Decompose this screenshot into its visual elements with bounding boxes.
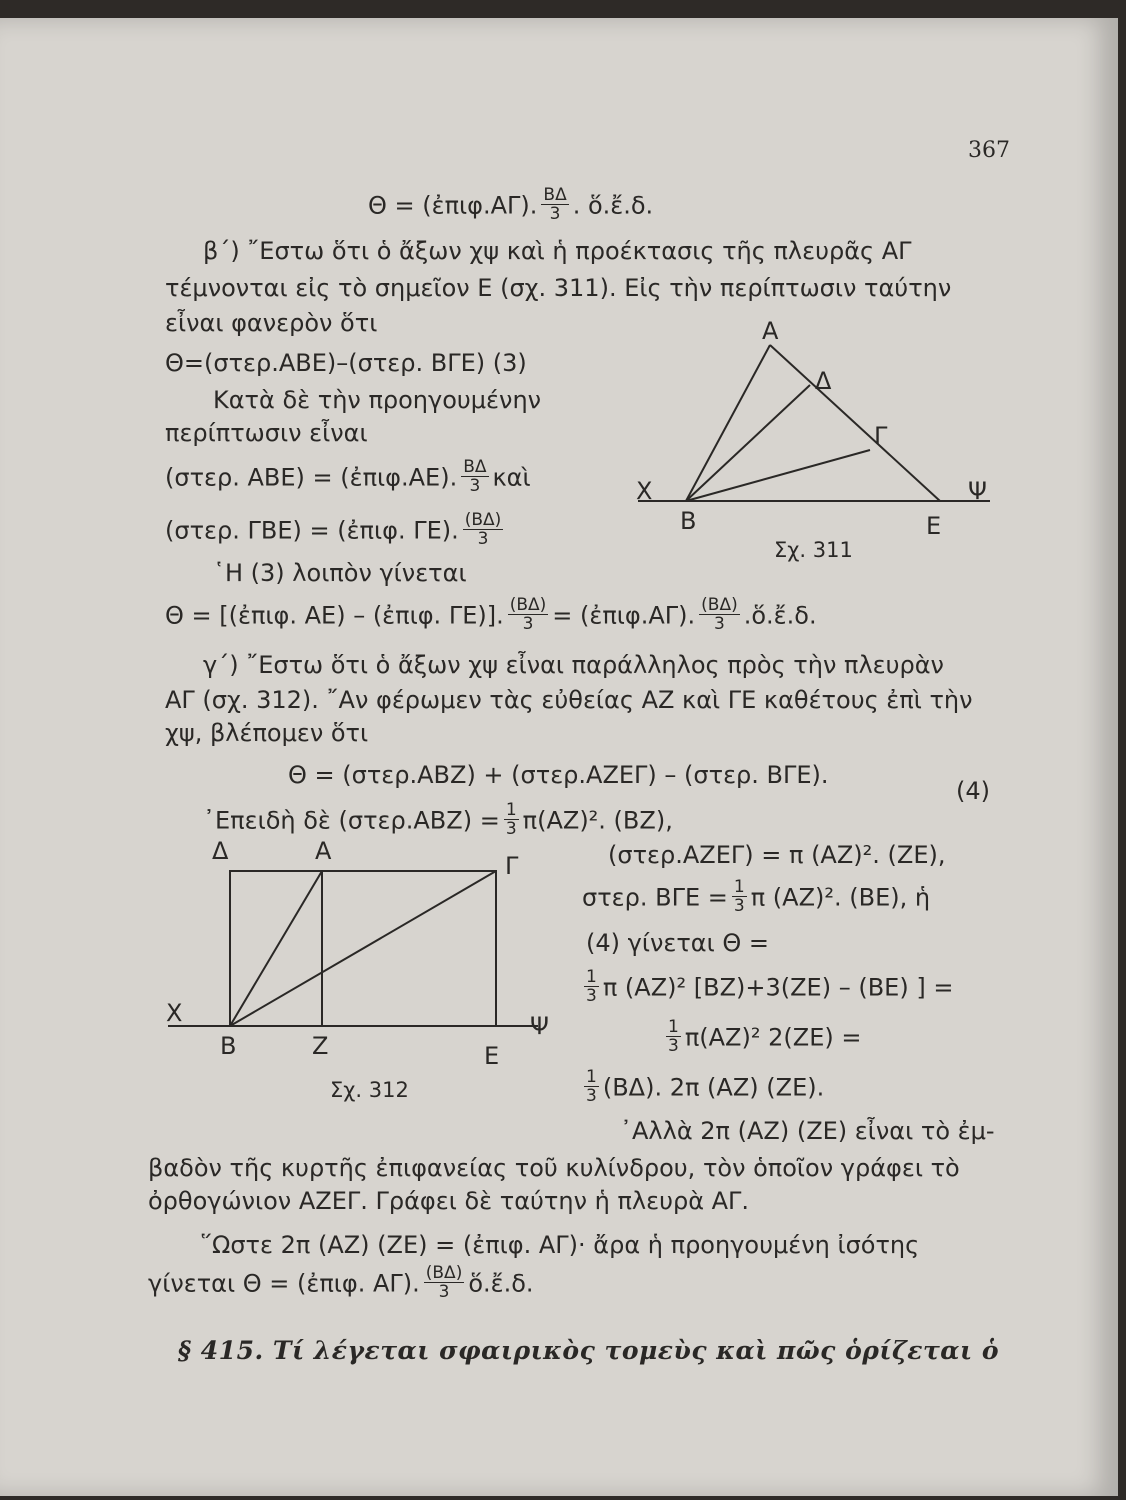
- denominator: 3: [668, 1036, 679, 1056]
- numerator: 1: [733, 877, 745, 897]
- text: π (ΑΖ)² [ΒΖ)+3(ΖΕ) – (ΒΕ) ] =: [602, 973, 954, 1002]
- text: (στερ. ΑΒΕ) = (ἐπιφ.ΑΕ).: [165, 463, 458, 492]
- numerator: ΒΔ: [463, 457, 487, 477]
- paragraph-beta-line-1: β΄) ῎Εστω ὅτι ὁ ἄξων χψ καὶ ἡ προέκτασις τῆς πλευρᾶς ΑΓ: [203, 237, 912, 265]
- denominator: 3: [549, 204, 561, 224]
- fig312-label-d: Δ: [212, 837, 229, 865]
- fig312-label-b: Β: [220, 1032, 237, 1060]
- fraction: [584, 968, 599, 1005]
- numerator: 1: [586, 967, 597, 987]
- fig311-label-e: Ε: [926, 512, 942, 540]
- text: καὶ: [492, 463, 531, 492]
- text-line: ῾Η (3) λοιπὸν γίνεται: [213, 559, 467, 587]
- denominator: 3: [522, 614, 534, 634]
- line-ba: [230, 871, 322, 1026]
- equation-line: [582, 877, 931, 917]
- equation-line: [148, 1263, 534, 1303]
- text-line: βαδὸν τῆς κυρτῆς ἐπιφανείας τοῦ κυλίνδρου, τὸν ὁποῖον γράφει τὸ: [148, 1154, 960, 1182]
- denominator: 3: [586, 986, 597, 1006]
- equation-line: (4) γίνεται Θ =: [586, 929, 769, 957]
- numerator: ΒΔ: [543, 185, 567, 205]
- fraction: [584, 1068, 599, 1105]
- text-line: περίπτωσιν εἶναι: [165, 419, 368, 447]
- section-heading: § 415. Τί λέγεται σφαιρικὸς τομεὺς καὶ πῶς ὁρίζεται ὁ: [178, 1336, 1000, 1365]
- numerator: (ΒΔ): [509, 595, 547, 615]
- numerator: 1: [668, 1017, 679, 1037]
- fig311-label-x: Χ: [636, 477, 653, 505]
- fig311-label-b: Β: [680, 507, 697, 535]
- fig312-label-g: Γ: [505, 852, 519, 880]
- line-bg: [230, 871, 496, 1026]
- fraction: [666, 1018, 681, 1055]
- paragraph-beta-line-2: τέμνονται εἰς τὸ σημεῖον Ε (σχ. 311). Εἰς τὴν περίπτωσιν ταύτην: [165, 274, 952, 302]
- page-number: 367: [968, 138, 1010, 163]
- denominator: 3: [733, 896, 745, 916]
- fig312-label-e: Ε: [484, 1042, 500, 1070]
- text: ὅ.ἔ.δ.: [468, 1269, 534, 1298]
- paragraph-gamma-line-2: ΑΓ (σχ. 312). ῎Αν φέρωμεν τὰς εὐθείας ΑΖ καὶ ΓΕ καθέτους ἐπὶ τὴν: [165, 686, 973, 714]
- equation-3: Θ=(στερ.ΑΒΕ)–(στερ. ΒΓΕ) (3): [165, 349, 527, 377]
- fig312-label-psi: Ψ: [530, 1012, 549, 1040]
- text: (στερ. ΓΒΕ) = (ἐπιφ. ΓΕ).: [165, 516, 459, 545]
- fig311-label-psi: Ψ: [968, 477, 987, 505]
- text: γίνεται Θ = (ἐπιφ. ΑΓ).: [148, 1269, 420, 1298]
- fraction: [424, 1264, 465, 1301]
- paragraph-gamma-line-3: χψ, βλέπομεν ὅτι: [165, 719, 369, 747]
- equation-line: [580, 967, 954, 1007]
- text: = (ἐπιφ.ΑΓ).: [552, 601, 696, 630]
- equation-number: (4): [956, 777, 990, 805]
- text: . ὅ.ἔ.δ.: [572, 191, 654, 220]
- book-page: [0, 18, 1118, 1496]
- equation-4: Θ = (στερ.ΑΒΖ) + (στερ.ΑΖΕΓ) – (στερ. ΒΓΕ).: [288, 761, 829, 789]
- denominator: 3: [469, 476, 481, 496]
- fig312-label-z: Ζ: [312, 1032, 329, 1060]
- fig311-label-a: Α: [762, 317, 779, 345]
- denominator: 3: [505, 819, 517, 839]
- text: (ΒΔ). 2π (ΑΖ) (ΖΕ).: [602, 1073, 825, 1102]
- text-line: ᾿Αλλὰ 2π (ΑΖ) (ΖΕ) εἶναι τὸ ἐμ-: [620, 1117, 995, 1145]
- numerator: (ΒΔ): [425, 1263, 463, 1283]
- text: π (ΑΖ)². (ΒΕ), ἡ: [750, 883, 931, 912]
- text-line: Κατὰ δὲ τὴν προηγουμένην: [213, 386, 542, 414]
- equation-line: [662, 1017, 862, 1057]
- text-line: ὀρθογώνιον ΑΖΕΓ. Γράφει δὲ ταύτην ἡ πλευρὰ ΑΓ.: [148, 1187, 750, 1215]
- equation-line: (στερ.ΑΖΕΓ) = π (ΑΖ)². (ΖΕ),: [608, 841, 946, 869]
- text: .ὅ.ἔ.δ.: [743, 601, 817, 630]
- text: ᾿Επειδὴ δὲ (στερ.ΑΒΖ) =: [203, 806, 500, 835]
- denominator: 3: [477, 529, 489, 549]
- text: Θ = [(ἐπιφ. ΑΕ) – (ἐπιφ. ΓΕ)].: [165, 601, 504, 630]
- fraction: [732, 878, 747, 915]
- paragraph-beta-line-3: εἶναι φανερὸν ὅτι: [165, 309, 378, 337]
- numerator: (ΒΔ): [464, 510, 502, 530]
- text: π(ΑΖ)² 2(ΖΕ) =: [684, 1023, 862, 1052]
- fig312-label-x: Χ: [166, 999, 183, 1027]
- denominator: 3: [438, 1282, 450, 1302]
- fig311-label-d: Δ: [815, 367, 832, 395]
- fig312-caption: Σχ. 312: [330, 1078, 409, 1102]
- paragraph-gamma-line-1: γ΄) ῎Εστω ὅτι ὁ ἄξων χψ εἶναι παράλληλος πρὸς τὴν πλευρὰν: [203, 651, 944, 679]
- equation-line: [580, 1067, 825, 1107]
- denominator: 3: [714, 614, 725, 634]
- text: στερ. ΒΓΕ =: [582, 883, 728, 912]
- text: π(ΑΖ)². (ΒΖ),: [522, 806, 673, 835]
- text-line: ῞Ωστε 2π (ΑΖ) (ΖΕ) = (ἐπιφ. ΑΓ)· ἄρα ἡ προηγουμένη ἰσότης: [200, 1231, 920, 1259]
- fig311-label-g: Γ: [874, 422, 888, 450]
- fig311-caption: Σχ. 311: [774, 538, 853, 562]
- numerator: 1: [586, 1067, 597, 1087]
- denominator: 3: [586, 1086, 597, 1106]
- text: Θ = (ἐπιφ.ΑΓ).: [368, 191, 538, 220]
- fig312-label-a: Α: [315, 837, 332, 865]
- numerator: (ΒΔ): [701, 595, 738, 615]
- numerator: 1: [505, 800, 517, 820]
